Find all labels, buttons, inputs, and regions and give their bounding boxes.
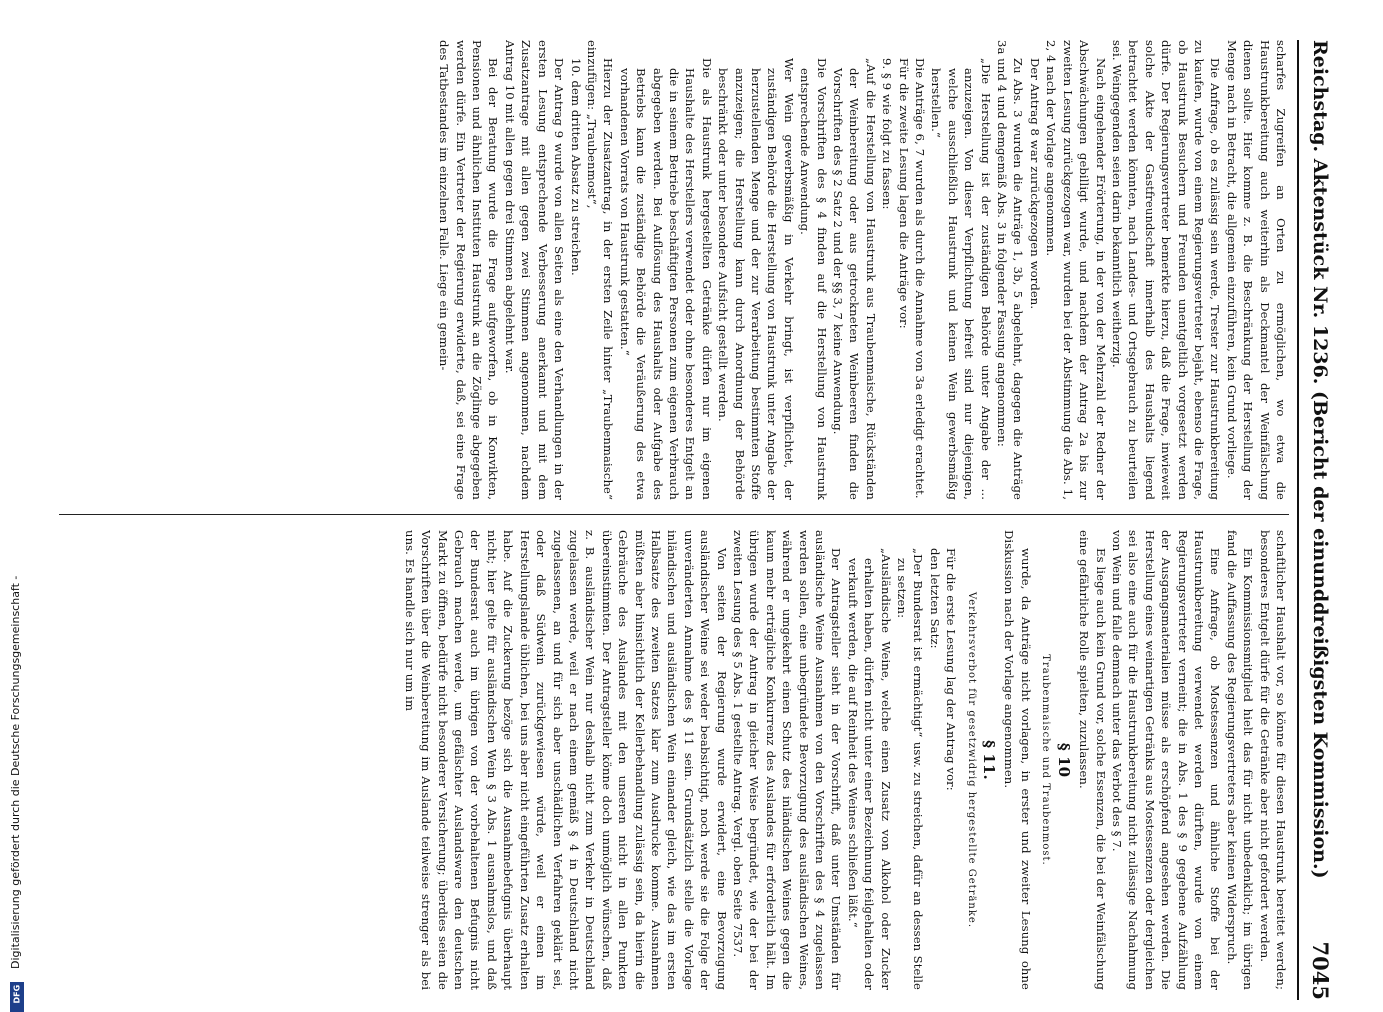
section-11-subheading: Verkehrsverbot für gesetzwidrig hergestellte Getränke.: [965, 591, 977, 929]
quoted-paragraph: „Die Herstellung ist der zuständigen Behörde unter Angabe der ... anzuzeigen. Von dieser Verpflichtung befreit sind nur diejenigen, welche ausschließlich Haustrunk und keinen Wein gewerbsmäßig herstellen.“: [929, 58, 993, 500]
paragraph: Eine Anfrage, ob Mostessenzen und ähnliche Stoffe bei der Haustrunkbereitung verwendet werden dürften, wurde von einem Regierungsvertreter verneint; die in Abs. 1 des § 9 gegebene Aufzählung der Ausgangsmaterialien müsse als erschöpfend angesehen werden. Die Herstellung eines weinartigen Getränks aus Mostessenzen oder dergleichen sei also eine auch für die Haustrunkbereitung nicht zulässige Nachahmung von Wein und falle demnach unter das Verbot des § 7.: [1109, 530, 1223, 990]
dfg-logo-label: DFG: [12, 984, 22, 1004]
page-header: [1301, 40, 1335, 1000]
header-title: Reichstag. Aktenstück Nr. 1236. (Bericht der einunddreißigsten Kommission.): [1309, 40, 1331, 879]
quoted-paragraph: Die als Haustrunk hergestellten Getränke dürfen nur im eigenen Haushalte des Herstellers verwendet oder ohne besonderes Entgelt an die in seinem Betriebe beschäftigten Personen zum eigenen Verbrauch abgegeben werden. Bei Auflösung des Haushalts oder Aufgabe des Betriebs kann die zuständige Behörde die Veräußerung des etwa vorhandenen Vorrats von Haustrunk gestatten.“: [617, 58, 714, 500]
paragraph: Die Anträge 6, 7 wurden als durch die Annahme von 3a erledigt erachtet.: [913, 58, 928, 499]
section-10-subheading: Traubenmaische und Traubenmost.: [1040, 654, 1052, 866]
paragraph: Für die erste Lesung lag der Antrag vor:: [944, 548, 959, 791]
paragraph: scharfes Zugreifen an Orten zu ermöglichen, wo etwa die Haustrunkbereitung auch weiterhin als Deckmantel der Weinfälschung dienen sollte. Hier komme z. B. die Beschränkung der Herstellung der Menge nach in Betracht, die allgemein einzuführen, kein Grund vorliege.: [1224, 40, 1288, 500]
paragraph: Hierzu der Zusatzantrag, in der ersten Zeile hinter „Traubenmaische“ einzufügen: „Traubenmost“,: [584, 40, 616, 500]
section-10-heading: § 10: [1054, 742, 1073, 778]
paragraph: Der Antrag 8 war zurückgezogen worden.: [1027, 58, 1042, 310]
paragraph: Ein Kommissionsmitglied hielt das für nicht unbedenklich; im übrigen fand die Auffassung des Regierungsvertreters aber keinen Widerspruch.: [1224, 530, 1256, 990]
page-number: 7045: [1308, 941, 1333, 1000]
paragraph: Von seiten der Regierung wurde erwidert, eine Bevorzugung ausländischer Weine sei weder beabsichtigt, noch werde sie die Folge der unveränderten Annahme des § 11 sein. Grundsätzlich stelle die Vorlage inländischen und ausländischen Wein einander gleich, wie das im ersten Halbsatze des zweiten Satzes klar zum Ausdrucke komme. Ausnahmen müßten aber hinsichtlich der Kellerbehandlung zulässig sein, da hierin die Gebräuche des Auslandes mit den unseren nicht in allen Punkten übereinstimmten. Der Antragsteller könne doch unmöglich wünschen, daß z. B. ausländischer Wein nur deshalb nicht zum Verkehr in Deutschland zugelassen werde, weil er nach einem gemäß § 4 in Deutschland nicht zugelassenen, an und für sich aber unschädlichen Verfahren geklärt sei, oder daß Südwein zurückgewiesen würde, weil er einen im Herstellungslande üblichen, bei uns aber nicht eingeführten Zusatz erhalten habe. Auf die Zuckerung bezöge sich die Ausnahmebefugnis überhaupt nicht; hier gelte für ausländischen Wein § 3 Abs. 1 ausnahmslos, und daß der Bundesrat auch im übrigen von der vorbehaltenen Befugnis nicht Gebrauch machen werde, um gefälschter Auslandsware den deutschen Markt zu öffnen, bedürfe nicht besonderer Versicherung; überdies seien die Vorschriften über die Weinbereitung im Auslande teilweise strenger als bei uns. Es handle sich nur um im: [402, 530, 729, 990]
paragraph: Der Antragsteller sieht in der Vorschrift, daß unter Umständen für ausländische Weine Ausnahmen von den Vorschriften des § 4 zugelassen werden sollen, eine unbegründete Bevorzugung des ausländischen Weines, während er umgekehrt einen Schutz des inländischen Weines gegen die kaum mehr erträgliche Konkurrenz des Auslandes für erforderlich hält. Im übrigen wurde der Antrag in gleicher Weise begründet, wie der bei der zweiten Lesung des § 5 Abs. 1 gestellte Antrag. Vergl. oben Seite 7537.: [731, 530, 844, 990]
header-rule: [1297, 40, 1299, 1000]
paragraph: Der Antrag 9 wurde von allen Seiten als eine den Verhandlungen in der ersten Lesung entsprechende Verbesserung anerkannt und mit dem Zusatzantrage mit allen gegen zwei Stimmen angenommen, nachdem Antrag 10 mit allen gegen drei Stimmen abgelehnt war.: [502, 40, 567, 500]
digitization-footer: [8, 20, 28, 1004]
footer-text: Digitalisierung gefördert durch die Deutsche Forschungsgemeinschaft -: [9, 575, 22, 969]
right-column: [59, 530, 1289, 990]
dfg-logo-icon: [10, 982, 24, 1012]
paragraph: wurde, da Anträge nicht vorlagen, in erster und zweiter Lesung ohne Diskussion nach der Vorlage angenommen.: [1002, 530, 1033, 990]
paragraph: schaftlicher Haushalt vor, so könne für diesen Haustrunk bereitet werden; besonderes Entgelt dürfe für die Getränke aber nicht gefordert werden.: [1257, 530, 1288, 990]
quoted-paragraph: Die Vorschriften des § 4 finden auf die Herstellung von Haustrunk entsprechende Anwendung.: [798, 58, 829, 500]
column-divider: [59, 514, 1289, 515]
section-11-heading: § 11.: [980, 740, 999, 780]
paragraph: Die Anfrage, ob es zulässig sein werde, Trester zur Haustrunkbereitung zu kaufen, wurde von einem Regierungsvertreter bejaht, ebenso die Frage, ob Haustrunk Besuchern und Freunden unentgeltlich vorgesetzt werden dürfe. Der Regierungsvertreter bemerkte hierzu, daß die Frage, inwieweit solche Akte der Gastfreundschaft innerhalb des Haushalts liegend betrachtet werden könnten, nach Landes- und Ortsgebrauch zu beurteilen sei. Weingegenden seien darin bekanntlich weitherzig.: [1109, 40, 1223, 500]
quoted-paragraph: „Ausländische Weine, welche einen Zusatz von Alkohol oder Zucker erhalten haben, dürfen nicht unter einer Bezeichnung feilgehalten oder verkauft werden, die auf Reinheit des Weines schließen läßt.“: [845, 548, 893, 990]
paragraph: 9. § 9 wie folgt zu fassen:: [880, 58, 895, 210]
left-column: [59, 40, 1289, 500]
quoted-paragraph: Wer Wein gewerbsmäßig in Verkehr bringt, ist verpflichtet, der zuständigen Behörde die Herstellung von Haustrunk unter Angabe der herzustellenden Menge und der zur Verarbeitung bestimmten Stoffe anzuzeigen; die Herstellung kann durch Anordnung der Behörde beschränkt oder unter besondere Aufsicht gestellt werden.: [716, 58, 796, 500]
paragraph: Nach eingehender Erörterung, in der von der Mehrzahl der Redner der Abschwächungen gebilligt wurde, und nachdem der Antrag 2a bis zur zweiten Lesung zurückgezogen war, wurden bei der Abstimmung die Abs. 1, 2, 4 nach der Vorlage angenommen.: [1044, 40, 1108, 500]
paragraph: Zu Abs. 3 wurden die Anträge 1, 3b, 5 abgelehnt, dagegen die Anträge 3a und 4 und demgemäß Abs. 3 in folgender Fassung angenommen:: [995, 40, 1026, 500]
rotated-page: [45, 40, 1335, 1000]
paragraph: Es liege auch kein Grund vor, solche Essenzen, die bei der Weinfälschung eine gefährliche Rolle spielten, zuzulassen.: [1077, 530, 1108, 990]
paragraph: Für die zweite Lesung lagen die Anträge vor:: [896, 58, 911, 329]
paragraph: 10. dem dritten Absatz zu streichen.: [568, 58, 583, 276]
quoted-paragraph: „Auf die Herstellung von Haustrunk aus Traubenmaische, Rückständen der Weinbereitung oder aus getrockneten Weinbeeren finden die Vorschriften des § 2 Satz 2 und der §§ 3, 7 keine Anwendung.: [831, 58, 878, 500]
paragraph: Bei der Beratung wurde die Frage aufgeworfen, ob in Konvikten, Pensionen und ähnlichen Instituten Haustrunk an die Zöglinge abgegeben werden dürfe. Ein Vertreter der Regierung erwiderte, daß, sei eine Frage des Tatbestandes im einzelnen Falle. Liege ein gemein-: [437, 40, 501, 500]
quoted-paragraph: den letzten Satz:: [927, 548, 942, 649]
quoted-paragraph: „Der Bundesrat ist ermächtigt“ usw. zu streichen, dafür an dessen Stelle zu setzen:: [895, 548, 926, 990]
